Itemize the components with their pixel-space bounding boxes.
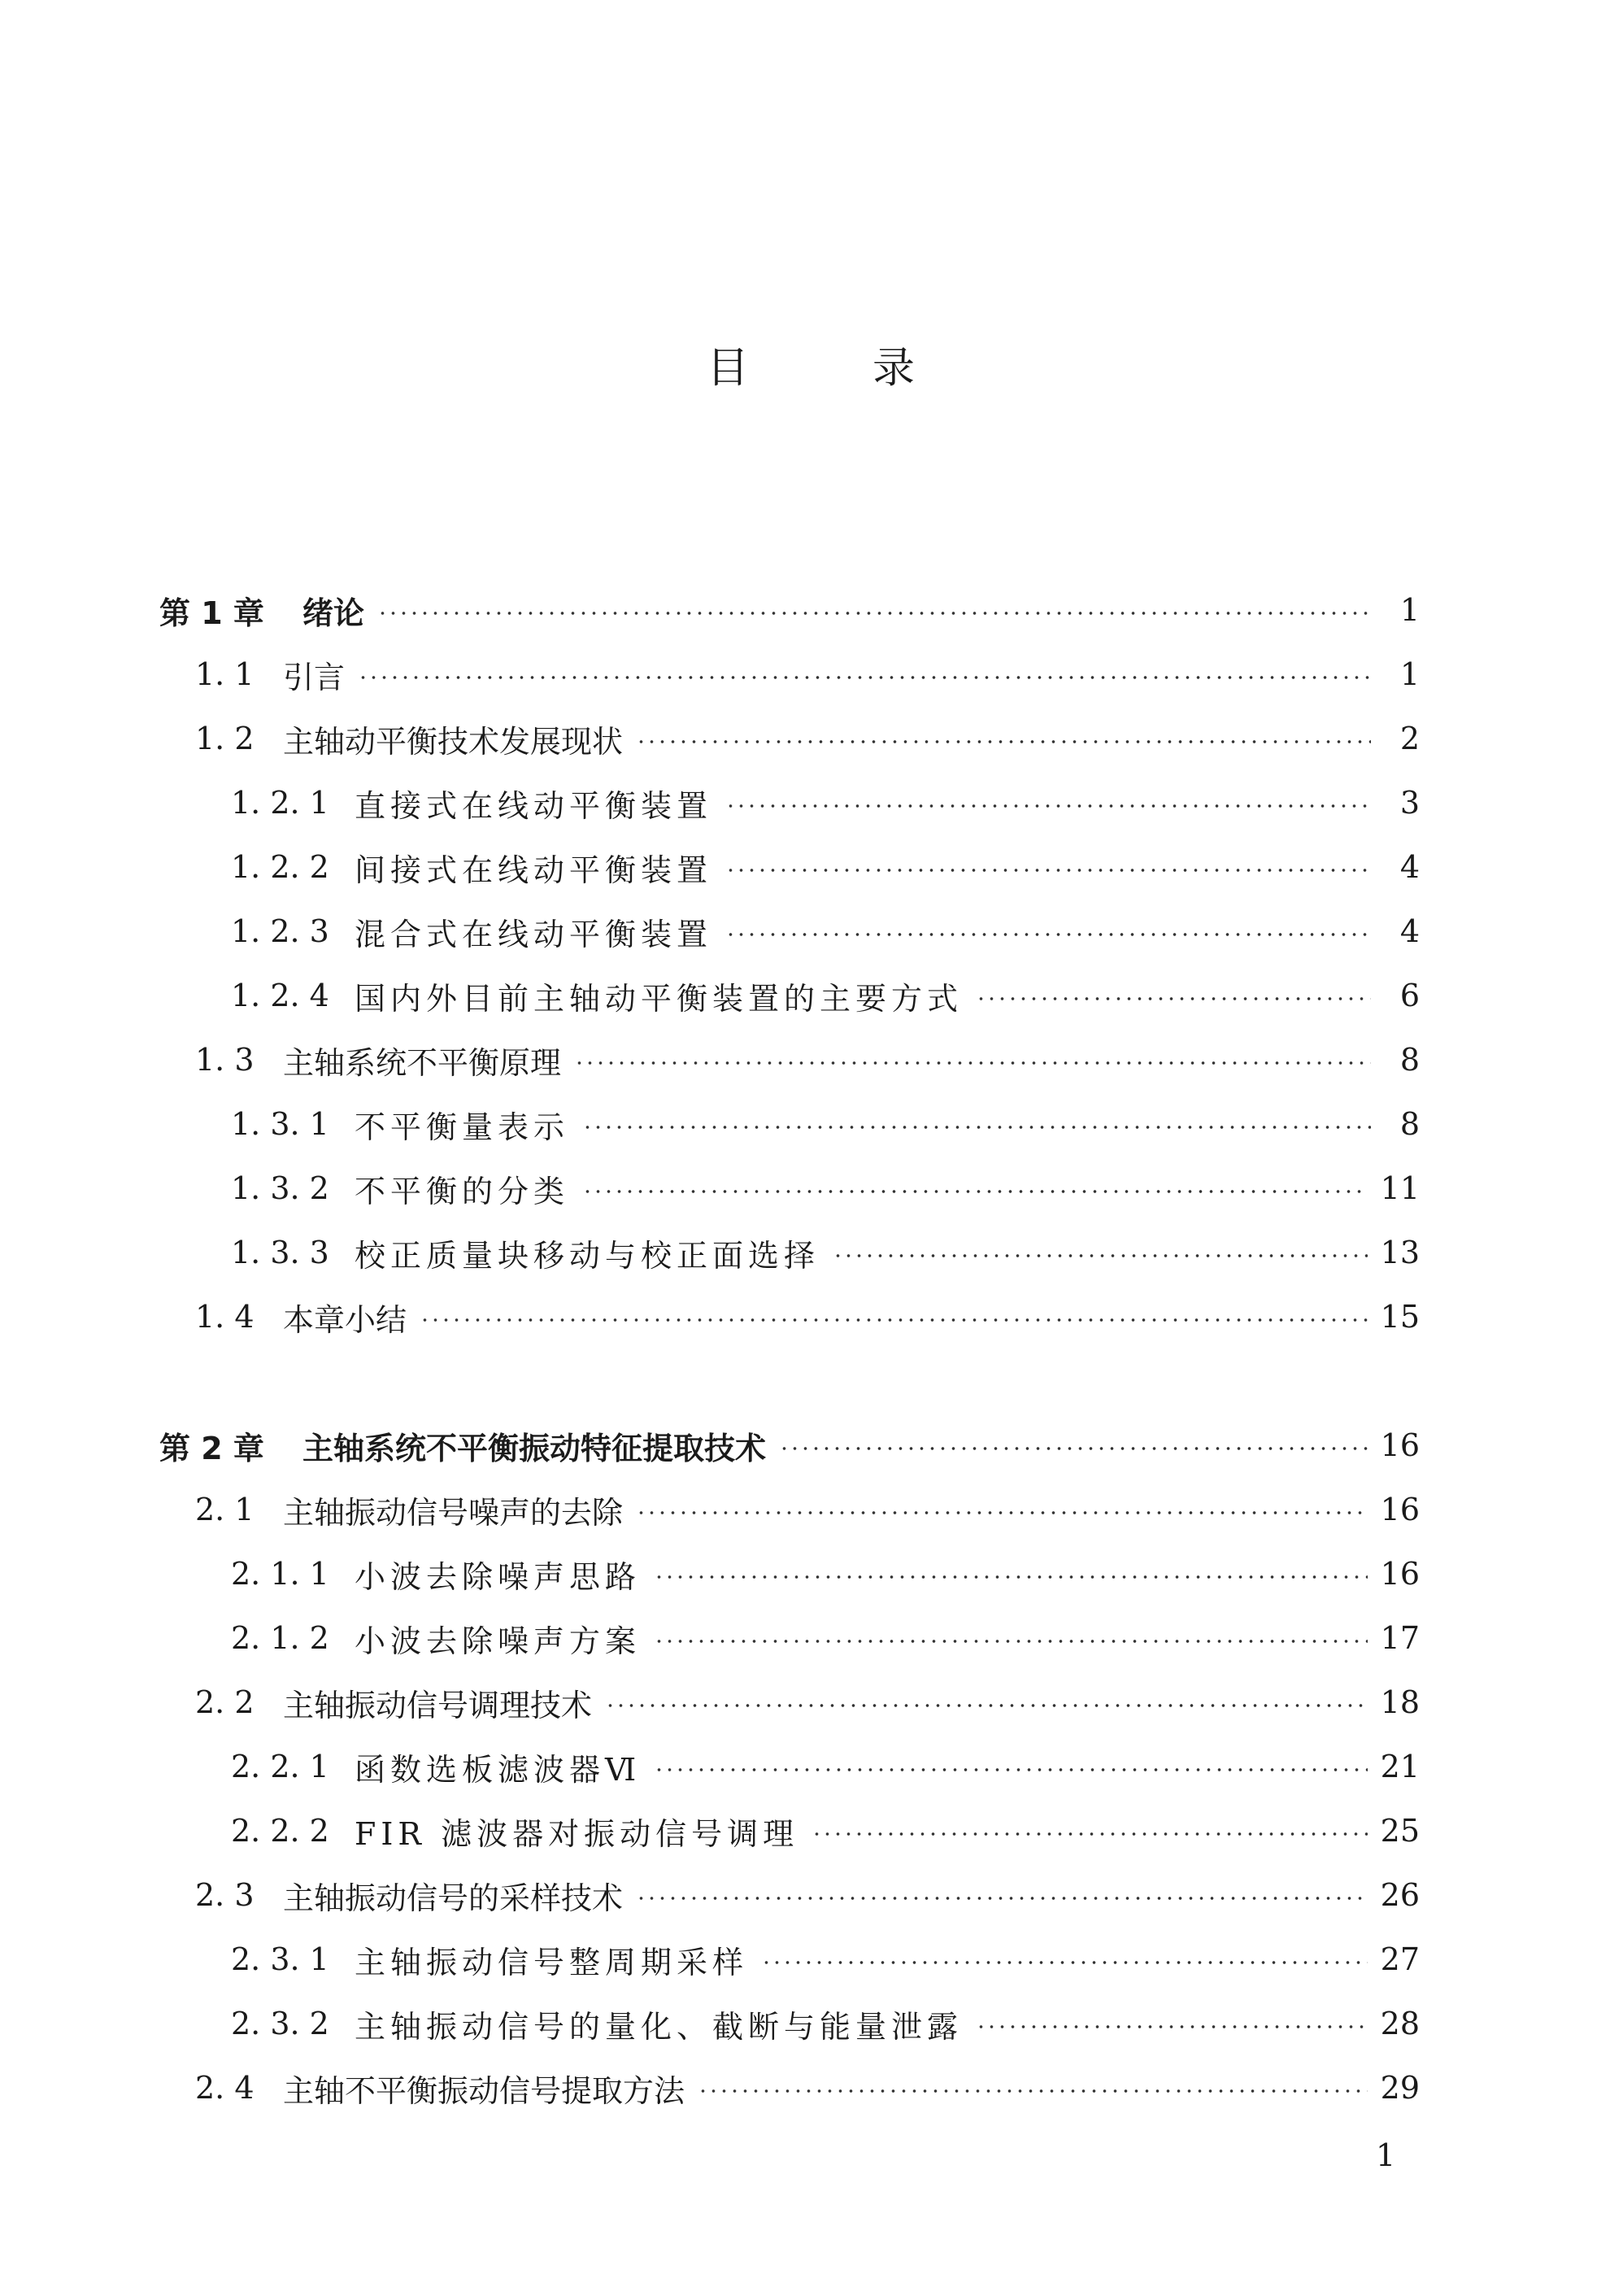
toc-page: 8 <box>1399 1106 1420 1142</box>
leader-dots <box>976 2025 1368 2028</box>
leader-dots <box>833 1254 1368 1257</box>
leader-dots <box>636 740 1371 743</box>
leader-dots <box>725 804 1371 808</box>
toc-label: FIR 滤波器对振动信号调理 <box>355 1815 799 1852</box>
toc-number: 1. 2 <box>195 721 255 756</box>
toc-entry[interactable] <box>159 1678 1420 1727</box>
toc-page: 16 <box>1380 1492 1420 1527</box>
toc-entry[interactable] <box>159 2063 1420 2112</box>
toc-entry[interactable] <box>159 971 1420 1020</box>
leader-dots <box>654 1640 1368 1643</box>
toc-label: 直接式在线动平衡装置 <box>355 787 713 824</box>
toc-label: 主轴系统不平衡原理 <box>283 1044 562 1081</box>
toc-number: 第 1 章 <box>159 595 264 631</box>
toc-number: 2. 1. 2 <box>231 1620 329 1656</box>
toc-entry[interactable] <box>159 1935 1420 1984</box>
leader-dots <box>636 1511 1368 1514</box>
title-char-1: 目 <box>706 344 751 393</box>
toc-page: 11 <box>1380 1170 1420 1206</box>
toc-entry[interactable] <box>159 1292 1420 1341</box>
toc-entry[interactable] <box>159 1806 1420 1855</box>
toc-label: 函数选板滤波器Ⅵ <box>355 1751 642 1788</box>
toc-number: 2. 3. 2 <box>231 2006 329 2041</box>
toc-label: 国内外目前主轴动平衡装置的主要方式 <box>355 980 964 1017</box>
toc-number: 1. 2. 3 <box>231 913 329 949</box>
toc-number: 2. 2. 1 <box>231 1749 329 1784</box>
toc-label: 主轴振动信号噪声的去除 <box>283 1494 624 1531</box>
toc-entry[interactable] <box>159 1035 1420 1084</box>
toc-label: 本章小结 <box>283 1301 407 1338</box>
toc-page: 4 <box>1399 849 1420 885</box>
leader-dots <box>377 612 1371 615</box>
toc-page: 2 <box>1399 721 1420 756</box>
toc-entry[interactable] <box>159 586 1420 634</box>
leader-dots <box>574 1061 1371 1065</box>
leader-dots <box>636 1897 1368 1900</box>
toc-entry[interactable] <box>159 778 1420 827</box>
leader-dots <box>420 1318 1368 1322</box>
toc-number: 1. 3. 3 <box>231 1235 329 1270</box>
leader-dots <box>654 1575 1368 1579</box>
toc-number: 1. 1 <box>195 656 255 692</box>
toc-entry[interactable] <box>159 714 1420 763</box>
toc-entry[interactable] <box>159 1228 1420 1277</box>
leader-dots <box>779 1447 1368 1450</box>
toc-page: 28 <box>1380 2006 1420 2041</box>
toc-entry[interactable] <box>159 1614 1420 1662</box>
leader-dots <box>698 2089 1368 2093</box>
toc-number: 2. 3. 1 <box>231 1941 329 1977</box>
toc-entry[interactable] <box>159 1999 1420 2048</box>
toc-number: 2. 4 <box>195 2070 255 2106</box>
toc-page: 15 <box>1380 1299 1420 1335</box>
toc-page: 27 <box>1380 1941 1420 1977</box>
toc-number: 1. 2. 1 <box>231 785 329 821</box>
toc-label: 混合式在线动平衡装置 <box>355 916 713 952</box>
toc-entry[interactable] <box>159 1164 1420 1213</box>
toc-entry[interactable] <box>159 843 1420 891</box>
toc-label: 间接式在线动平衡装置 <box>355 852 713 888</box>
toc-label: 主轴振动信号的采样技术 <box>283 1880 624 1916</box>
toc-number: 1. 3. 1 <box>231 1106 329 1142</box>
toc-page: 21 <box>1380 1749 1420 1784</box>
toc-page: 1 <box>1399 656 1420 692</box>
toc-label: 主轴振动信号整周期采样 <box>355 1944 749 1980</box>
toc-page: 1 <box>1399 592 1420 628</box>
toc-page: 18 <box>1380 1684 1420 1720</box>
leader-dots <box>582 1190 1368 1193</box>
page-title <box>0 333 1623 394</box>
toc-number: 2. 1. 1 <box>231 1556 329 1592</box>
toc-page: 4 <box>1399 913 1420 949</box>
toc-number: 1. 3. 2 <box>231 1170 329 1206</box>
toc-entry[interactable] <box>159 1549 1420 1598</box>
toc-number: 1. 2. 2 <box>231 849 329 885</box>
toc-label: 主轴不平衡振动信号提取方法 <box>283 2072 685 2109</box>
leader-dots <box>358 676 1371 679</box>
leader-dots <box>654 1768 1367 1771</box>
leader-dots <box>582 1126 1371 1129</box>
toc-number: 1. 4 <box>195 1299 255 1335</box>
toc-label: 主轴振动信号调理技术 <box>283 1687 593 1723</box>
toc-label: 引言 <box>283 659 346 695</box>
toc-label: 小波去除噪声方案 <box>355 1623 642 1659</box>
leader-dots <box>725 869 1371 872</box>
toc-page: 26 <box>1380 1877 1420 1913</box>
toc-number: 2. 1 <box>195 1492 255 1527</box>
toc-page: 8 <box>1399 1042 1420 1078</box>
toc-entry[interactable] <box>159 1871 1420 1919</box>
toc-number: 1. 3 <box>195 1042 255 1078</box>
toc-label: 不平衡的分类 <box>355 1173 570 1209</box>
toc-page: 17 <box>1380 1620 1420 1656</box>
leader-dots <box>605 1704 1368 1707</box>
toc-label: 校正质量块移动与校正面选择 <box>355 1237 820 1274</box>
toc-page: 29 <box>1380 2070 1420 2106</box>
title-char-2: 录 <box>872 344 917 393</box>
toc-entry[interactable] <box>159 1485 1420 1534</box>
leader-dots <box>812 1832 1368 1836</box>
toc-entry[interactable] <box>159 907 1420 956</box>
toc-entry[interactable] <box>159 1421 1420 1470</box>
toc-page: 6 <box>1399 978 1420 1013</box>
toc-number: 2. 2. 2 <box>231 1813 329 1849</box>
toc-label: 绪论 <box>302 595 365 631</box>
toc-page: 3 <box>1399 785 1420 821</box>
toc-label: 主轴振动信号的量化、截断与能量泄露 <box>355 2008 964 2045</box>
page-number: 1 <box>1376 2137 1396 2173</box>
toc-label: 不平衡量表示 <box>355 1109 570 1145</box>
toc-page: 25 <box>1380 1813 1420 1849</box>
toc-page: 13 <box>1380 1235 1420 1270</box>
toc-entry[interactable] <box>159 650 1420 699</box>
toc-number: 2. 2 <box>195 1684 255 1720</box>
toc-entry[interactable] <box>159 1742 1420 1791</box>
toc-page: 16 <box>1380 1556 1420 1592</box>
leader-dots <box>725 933 1371 936</box>
toc-number: 第 2 章 <box>159 1430 264 1466</box>
toc-label: 主轴动平衡技术发展现状 <box>283 723 624 760</box>
leader-dots <box>761 1961 1368 1964</box>
leader-dots <box>976 997 1371 1000</box>
toc-label: 主轴系统不平衡振动特征提取技术 <box>302 1430 767 1466</box>
toc-entry[interactable] <box>159 1100 1420 1148</box>
toc-label: 小波去除噪声思路 <box>355 1558 642 1595</box>
toc-page: 16 <box>1380 1427 1420 1463</box>
toc-number: 2. 3 <box>195 1877 255 1913</box>
toc-number: 1. 2. 4 <box>231 978 329 1013</box>
